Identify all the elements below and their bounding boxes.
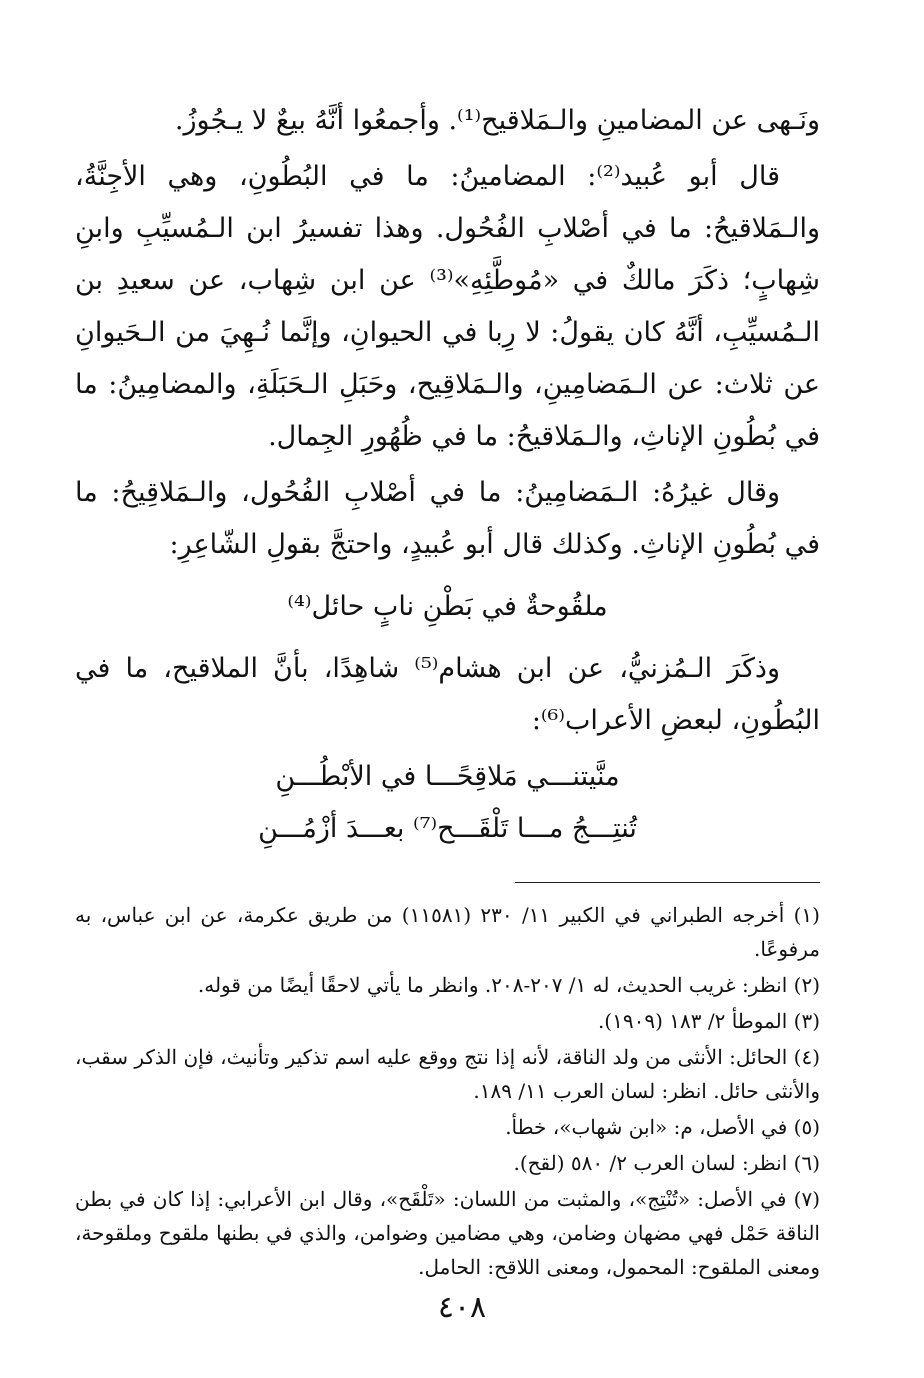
- verse-line: منَّيتنـــي مَلاقِحًـــا في الأبْطُـــنِ: [275, 761, 620, 792]
- footnote-5: (٥) في الأصل، م: «ابن شهاب»، خطأ.: [505, 1115, 820, 1139]
- paragraph-4: وذكَرَ الـمُزنيُّ، عن ابن هشام⁽⁵⁾ شاهِدًا، بأنَّ الملاقيح، ما في البُطُونِ، لبعضِ الأعراب⁽⁶⁾:: [75, 653, 820, 736]
- verse-line: ملقُوحةٌ في بَطْنِ نابٍ حائل⁽⁴⁾: [287, 591, 608, 622]
- main-text: [75, 95, 820, 865]
- footnote-divider: [515, 882, 820, 883]
- page-number: ٤٠٨: [437, 1290, 487, 1325]
- verse-line: تُنتِـــجُ مـــا تَلْقَـــح⁽⁷⁾ بعـــدَ أزْمُـــنِ: [258, 813, 637, 844]
- verse-1: [75, 581, 820, 633]
- footnote-4: (٤) الحائل: الأنثى من ولد الناقة، لأنه إذا نتج ووقع عليه اسم تذكير وتأنيث، فإن الذكر سقب، والأنثى حائل. انظر: لسان العرب ١١/ ١٨٩.: [75, 1045, 820, 1103]
- footnote-1: (١) أخرجه الطبراني في الكبير ١١/ ٢٣٠ (١١٥٨١) من طريق عكرمة، عن ابن عباس، به مرفوعًا.: [75, 903, 820, 961]
- footnote-3: (٣) الموطأ ٢/ ١٨٣ (١٩٠٩).: [597, 1009, 820, 1033]
- footnote-2: (٢) انظر: غريب الحديث، له ١/ ٢٠٧-٢٠٨. وانظر ما يأتي لاحقًا أيضًا من قوله.: [197, 973, 820, 997]
- footnote-7: (٧) في الأصل: «تُنْتِج»، والمثبت من اللسان: «تَلْقَح»، وقال ابن الأعرابي: إذا كان في بطن الناقة حَمْل فهي مضهان وضامن، وهي مضامين وضوامن، والذي في بطنها ملقوح وملقوحة، ومعنى الملقوح: المحمول، ومعنى اللاقح: الحامل.: [75, 1187, 820, 1279]
- paragraph-2: قال أبو عُبيد⁽²⁾: المضامينُ: ما في البُطُونِ، وهي الأجِنَّةُ، والـمَلاقيحُ: ما في أصْلابِ الفُحُول. وهذا تفسيرُ ابن الـمُسيِّبِ وابنِ شِهابٍ؛ ذكَرَ مالكٌ في «مُوطَّئِهِ»⁽³⁾ عن ابن شِهاب، عن سعيدِ بن الـمُسيِّبِ، أنَّهُ كان يقولُ: لا رِبا في الحيوانِ، وإنَّما نُـهِيَ من الـحَيوانِ عن ثلاث: عن الـمَضامِينِ، والـمَلاقِيح، وحَبَلِ الـحَبَلَةِ، والمضامِينُ: ما في بُطُونِ الإناثِ، والـمَلاقيحُ: ما في ظُهُورِ الجِمال.: [75, 161, 820, 452]
- footnotes: [75, 898, 820, 1286]
- footnote-6: (٦) انظر: لسان العرب ٢/ ٥٨٠ (لقح).: [513, 1151, 820, 1175]
- paragraph-3: وقال غيرُهُ: الـمَضامِينُ: ما في أصْلابِ الفُحُول، والـمَلاقِيحُ: ما في بُطُونِ الإناثِ. وكذلك قال أبو عُبيدٍ، واحتجَّ بقولِ الشّاعِرِ:: [75, 477, 820, 560]
- paragraph-1: ونَـهى عن المضامينِ والـمَلاقيح⁽¹⁾. وأجمعُوا أنَّهُ بيعٌ لا يـجُوزُ.: [174, 105, 820, 136]
- verse-2: [75, 751, 820, 855]
